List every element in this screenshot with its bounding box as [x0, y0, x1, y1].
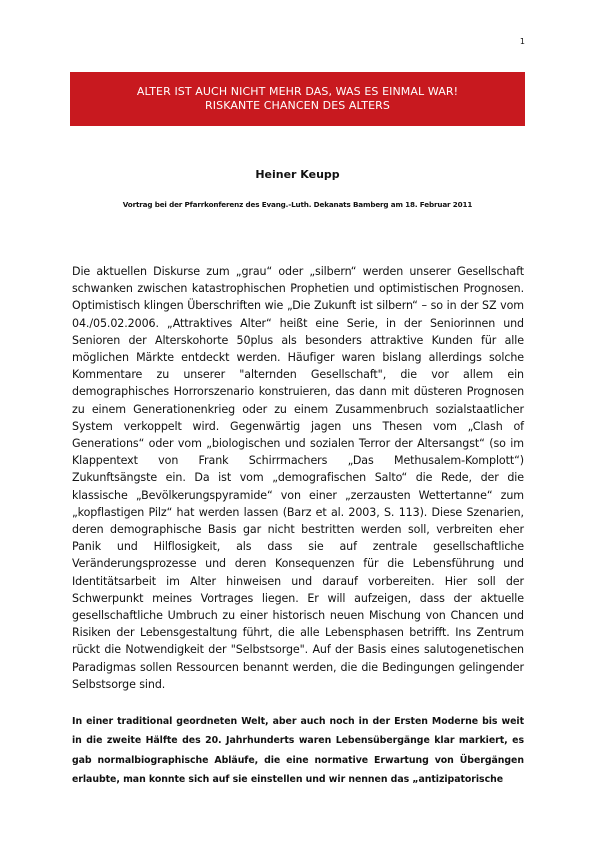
- title-line-2: RISKANTE CHANCEN DES ALTERS: [205, 99, 390, 112]
- title-banner: [70, 72, 525, 126]
- title-line-1: ALTER IST AUCH NICHT MEHR DAS, WAS ES EINMAL WAR!: [136, 85, 459, 98]
- body-paragraph-1: Die aktuellen Diskurse zum „grau“ oder „silbern“ werden unserer Gesellschaft schwanken zwischen katastrophischen Prophetien und optimistischen Prognosen. Optimistisch klingen Überschriften wie „Die Zukunft ist silbern“ – so in der SZ vom 04./05.02.2006. „Attraktives Alter“ heißt eine Serie, in der Seniorinnen und Senioren der Alterskohorte 50plus als besonders attraktive Kunden für alle möglichen Märkte entdeckt werden. Häufiger waren bislang allerdings solche Kommentare zu unserer "alternden Gesellschaft", die vor allem ein demographisches Horrorszenario konstruieren, das dann mit düsteren Prognosen zu einem Generationenkrieg oder zu einem Zusammenbruch sozialstaatlicher System verkoppelt wird. Gegenwärtig jagen uns Thesen vom „Clash of Generations“ oder vom „biologischen und sozialen Terror der Altersangst“ (so im Klappentext von Frank Schirrmachers „Das Methusalem-Komplott“) Zukunftsängste ein. Da ist vom „demografischen Salto“ die Rede, der die klassische „Bevölkerungspyramide“ von einer „zerzausten Wettertanne“ zum „kopflastigen Pilz“ hat werden lassen (Barz et al. 2003, S. 113). Diese Szenarien, deren demographische Basis gar nicht bestritten werden soll, verbreiten eher Panik und Hilflosigkeit, als dass sie auf zentrale gesellschaftliche Veränderungsprozesse und deren Konsequenzen für die Lebensführung und Identitätsarbeit im Alter hinweisen und darauf vorbereiten. Hier soll der Schwerpunkt meines Vortrages liegen. Er will aufzeigen, dass der aktuelle gesellschaftliche Umbruch zu einer historisch neuen Mischung von Chancen und Risiken der Lebensgestaltung führt, die alle Lebensphasen betrifft. Ins Zentrum rückt die Notwendigkeit der "Selbstsorge". Auf der Basis eines salutogenetischen Paradigmas sollen Ressourcen benannt werden, die die Bedingungen gelingender Selbstsorge sind.: [72, 265, 524, 691]
- body-paragraph-2: In einer traditional geordneten Welt, aber auch noch in der Ersten Moderne bis weit in die zweite Hälfte des 20. Jahrhunderts waren Lebensübergänge klar markiert, es gab normalbiographische Abläufe, die eine normative Erwartung von Übergängen erlaubte, man konnte sich auf sie einstellen und wir nennen das „antizipatorische: [72, 716, 524, 786]
- author-name: Heiner Keupp: [255, 168, 340, 181]
- occasion-line: Vortrag bei der Pfarrkonferenz des Evang.-Luth. Dekanats Bamberg am 18. Februar 2011: [122, 200, 473, 209]
- page-number: 1: [519, 37, 525, 46]
